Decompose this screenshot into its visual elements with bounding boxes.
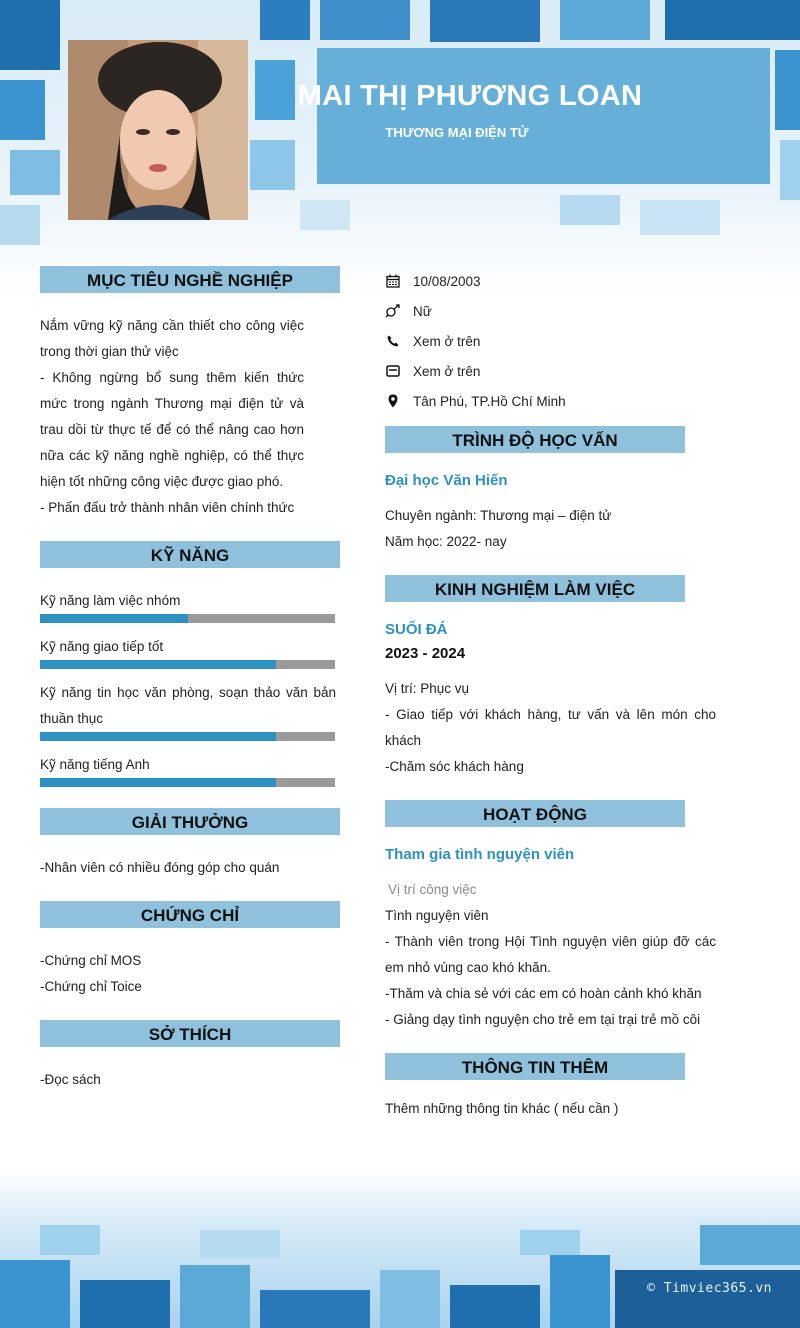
section-title-extra: THÔNG TIN THÊM bbox=[385, 1053, 685, 1080]
education-major: Chuyên ngành: Thương mại – điện tử bbox=[385, 508, 612, 523]
skill-bar-fill bbox=[40, 732, 276, 741]
experience-position: Vị trí: Phục vụ bbox=[385, 681, 470, 696]
map-pin-icon bbox=[385, 393, 401, 409]
company-name: SUỐI ĐÁ bbox=[385, 621, 448, 638]
skill-bar bbox=[40, 614, 335, 623]
education-years: Năm học: 2022- nay bbox=[385, 534, 507, 549]
footer-background bbox=[0, 1170, 800, 1328]
activity-detail: -Thăm và chia sẻ với các em có hoàn cảnh khó khăn bbox=[385, 986, 702, 1001]
objective-line: Nắm vững kỹ năng cần thiết cho công việc trong thời gian thử việc bbox=[40, 318, 304, 359]
objective-text bbox=[40, 313, 304, 521]
watermark: © Timviec365.vn bbox=[647, 1281, 772, 1296]
activity-detail: - Giảng dạy tình nguyện cho trẻ em tại trại trẻ mồ côi bbox=[385, 1012, 701, 1027]
section-title-education: TRÌNH ĐỘ HỌC VẤN bbox=[385, 426, 685, 453]
activity-position-label: Vị trí công việc bbox=[388, 882, 477, 897]
skill-bar-fill bbox=[40, 614, 188, 623]
section-title-experience: KINH NGHIỆM LÀM VIỆC bbox=[385, 575, 685, 602]
candidate-role: THƯƠNG MẠI ĐIỆN TỬ bbox=[385, 125, 529, 140]
section-title-awards: GIẢI THƯỞNG bbox=[40, 808, 340, 835]
certificates-list bbox=[40, 948, 336, 1000]
objective-line: - Không ngừng bổ sung thêm kiến thức mức trong ngành Thương mại điện tử và trau dồi từ thực tế để có thể nâng cao hơn nữa các kỹ năng nghề nghiệp, có thể thực hiện tốt những công việc được giao phó. bbox=[40, 370, 304, 489]
skill-label: Kỹ năng làm việc nhóm bbox=[40, 593, 181, 608]
header-banner bbox=[317, 48, 770, 184]
candidate-name: MAI THỊ PHƯƠNG LOAN bbox=[297, 80, 643, 112]
experience-period: 2023 - 2024 bbox=[385, 645, 466, 662]
skill-bar bbox=[40, 660, 335, 669]
section-title-activities: HOẠT ĐỘNG bbox=[385, 800, 685, 827]
section-title-hobbies: SỞ THÍCH bbox=[40, 1020, 340, 1047]
education-details bbox=[385, 503, 720, 555]
contact-address bbox=[385, 391, 566, 411]
contact-birthday bbox=[385, 271, 481, 291]
school-name: Đại học Văn Hiến bbox=[385, 472, 508, 489]
objective-line: - Phấn đấu trở thành nhân viên chính thức bbox=[40, 500, 295, 515]
skill-label: Kỹ năng giao tiếp tốt bbox=[40, 639, 164, 654]
birthday-value: 10/08/2003 bbox=[413, 273, 481, 289]
activity-name: Tham gia tình nguyện viên bbox=[385, 846, 575, 863]
experience-duty: - Giao tiếp với khách hàng, tư vấn và lên món cho khách bbox=[385, 707, 716, 748]
profile-photo bbox=[68, 40, 248, 220]
extra-text: Thêm những thông tin khác ( nếu cần ) bbox=[385, 1101, 619, 1116]
skill-bar-fill bbox=[40, 778, 276, 787]
section-title-skills: KỸ NĂNG bbox=[40, 541, 340, 568]
skill-label: Kỹ năng tiếng Anh bbox=[40, 757, 150, 772]
phone-value: Xem ở trên bbox=[413, 333, 481, 349]
certificate-item: -Chứng chỉ Toice bbox=[40, 979, 142, 994]
activity-details bbox=[385, 877, 716, 1033]
hobbies-text: -Đọc sách bbox=[40, 1072, 101, 1087]
activity-detail: - Thành viên trong Hội Tình nguyện viên giúp đỡ các em nhỏ vùng cao khó khăn. bbox=[385, 934, 716, 975]
contact-email bbox=[385, 361, 480, 381]
section-title-objective: MỤC TIÊU NGHỀ NGHIỆP bbox=[40, 266, 340, 293]
calendar-icon bbox=[385, 273, 401, 289]
gender-value: Nữ bbox=[413, 303, 432, 319]
email-value: Xem ở trên bbox=[413, 363, 481, 379]
awards-text: -Nhân viên có nhiều đóng góp cho quán bbox=[40, 860, 280, 875]
activity-position: Tình nguyện viên bbox=[385, 908, 489, 923]
skill-label: Kỹ năng tin học văn phòng, soạn thảo văn bản thuần thục bbox=[40, 685, 336, 726]
skill-bar bbox=[40, 732, 335, 741]
experience-details bbox=[385, 676, 716, 780]
address-value: Tân Phú, TP.Hồ Chí Minh bbox=[413, 393, 566, 409]
section-title-certificates: CHỨNG CHỈ bbox=[40, 901, 340, 928]
skill-bar-fill bbox=[40, 660, 276, 669]
envelope-icon bbox=[385, 363, 401, 379]
certificate-item: -Chứng chỉ MOS bbox=[40, 953, 142, 968]
contact-phone bbox=[385, 331, 480, 351]
experience-duty: -Chăm sóc khách hàng bbox=[385, 759, 524, 774]
phone-icon bbox=[385, 333, 401, 349]
skill-bar bbox=[40, 778, 335, 787]
gender-icon bbox=[385, 303, 401, 319]
contact-gender bbox=[385, 301, 432, 321]
